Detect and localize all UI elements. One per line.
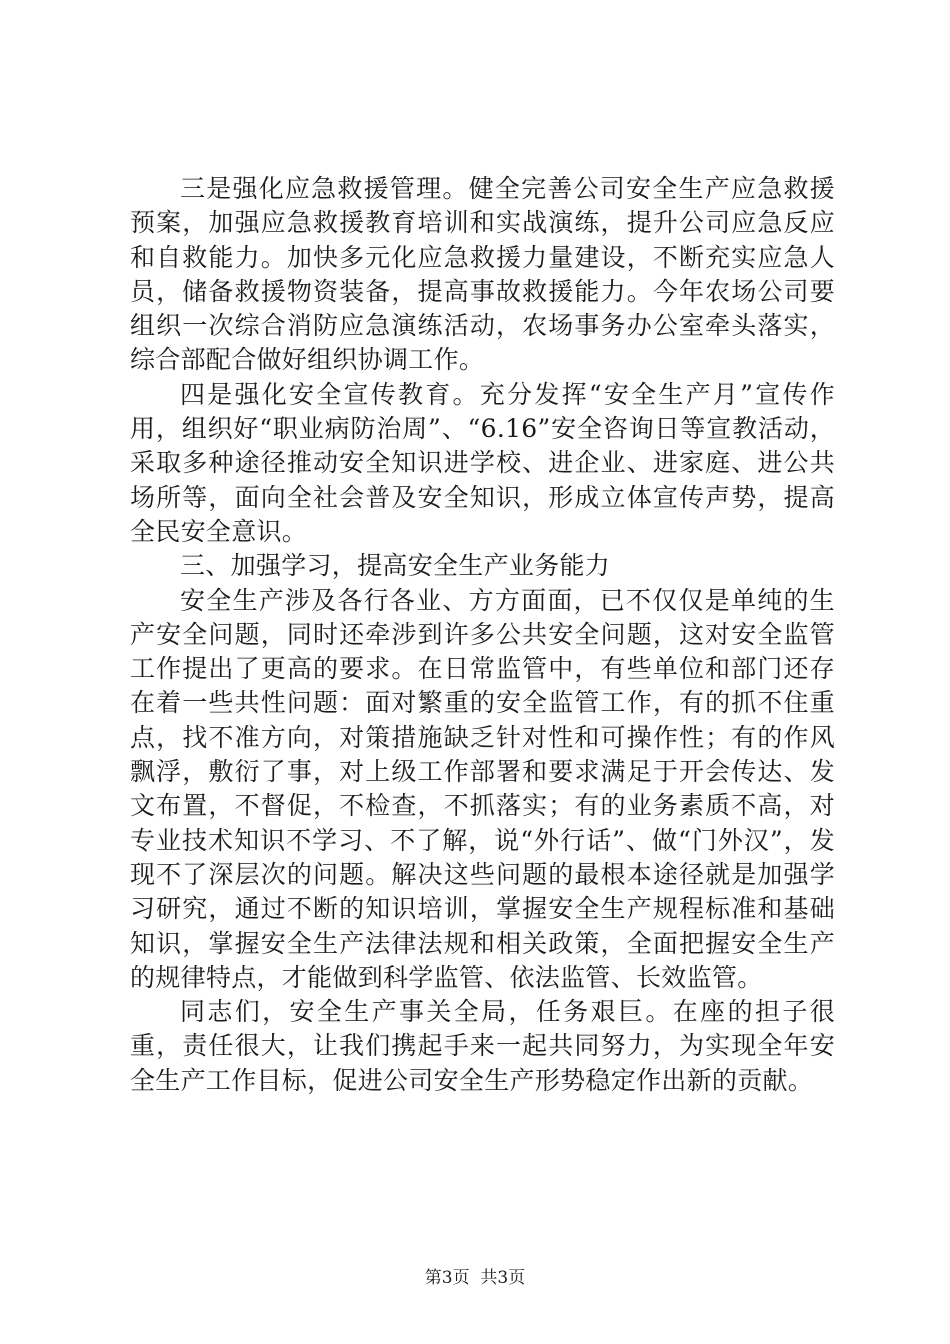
page-footer <box>0 1268 950 1288</box>
paragraph-closing-remarks: 同志们，安全生产事关全局，任务艰巨。在座的担子很重，责任很大，让我们携起手来一起共同努力，为实现全年安全生产工作目标，促进公司安全生产形势稳定作出新的贡献。 <box>130 997 835 1095</box>
page-number-label: 第3页 共3页 <box>424 1268 526 1288</box>
paragraph-supervision-issues: 安全生产涉及各行各业、方方面面，已不仅仅是单纯的生产安全问题，同时还牵涉到许多公共安全问题，这对安全监管工作提出了更高的要求。在日常监管中，有些单位和部门还存在着一些共性问题：面对繁重的安全监管工作，有的抓不住重点，找不准方向，对策措施缺乏针对性和可操作性；有的作风飘浮，敷衍了事，对上级工作部署和要求满足于开会传达、发文布置，不督促，不检查，不抓落实；有的业务素质不高，对专业技术知识不学习、不了解，说“外行话”、做“门外汉”，发现不了深层次的问题。解决这些问题的最根本途径就是加强学习研究，通过不断的知识培训，掌握安全生产规程标准和基础知识，掌握安全生产法律法规和相关政策，全面把握安全生产的规律特点，才能做到科学监管、依法监管、长效监管。 <box>130 585 835 992</box>
paragraph-emergency-rescue: 三是强化应急救援管理。健全完善公司安全生产应急救援预案，加强应急救援教育培训和实战演练，提升公司应急反应和自救能力。加快多元化应急救援力量建设，不断充实应急人员，储备救援物资装备，提高事故救援能力。今年农场公司要组织一次综合消防应急演练活动，农场事务办公室牵头落实，综合部配合做好组织协调工作。 <box>130 174 835 375</box>
section-heading-learning: 三、加强学习，提高安全生产业务能力 <box>180 551 611 581</box>
paragraph-safety-publicity: 四是强化安全宣传教育。充分发挥“安全生产月”宣传作用，组织好“职业病防治周”、“6.16”安全咨询日等宣教活动，采取多种途径推动安全知识进学校、进企业、进家庭、进公共场所等，面向全社会普及安全知识，形成立体宣传声势，提高全民安全意识。 <box>130 379 835 546</box>
document-body <box>130 172 835 1098</box>
